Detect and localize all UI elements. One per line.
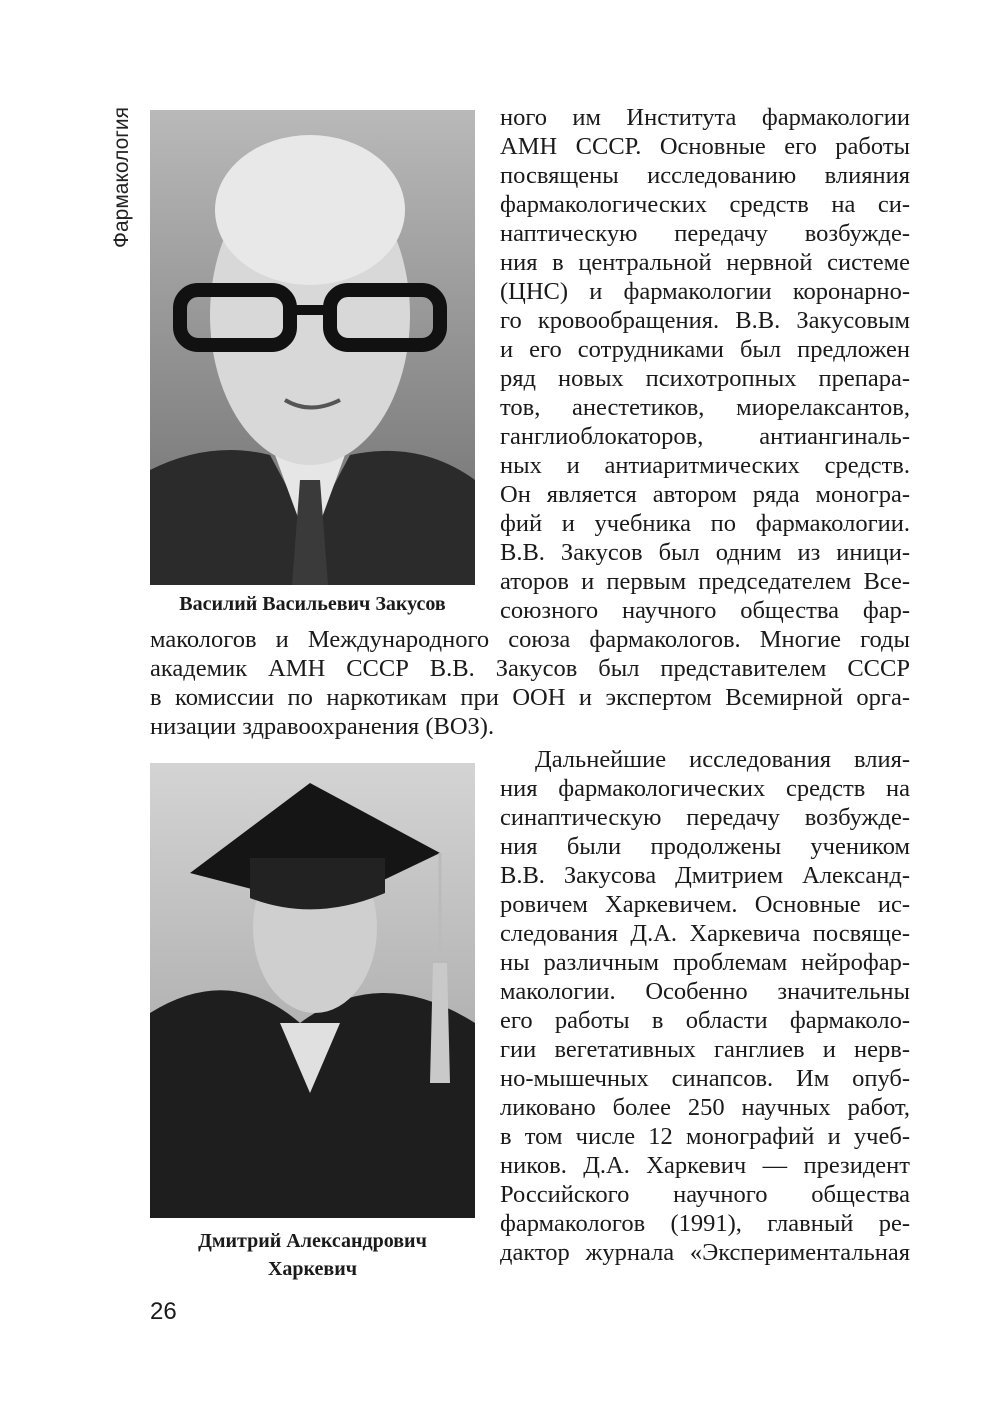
text-line: В.В. Закусов был одним из иници- [500,539,910,566]
portrait-photo-icon [150,110,475,585]
photo-caption-line: Харкевич [267,1258,358,1280]
text-line: наптическую передачу возбужде- [500,220,910,247]
portrait-photo-kharkevich [150,763,475,1218]
text-line: в том числе 12 монографий и учеб- [500,1123,910,1150]
text-line: ния фармакологических средств на [500,775,910,802]
text-line: союзного научного общества фар- [500,597,910,624]
text-line: ных и антиаритмических средств. [500,452,910,479]
text-line: ряд новых психотропных препара- [500,365,910,392]
text-line: ликовано более 250 научных работ, [500,1094,910,1121]
text-line: Дальнейшие исследования влия- [535,746,910,773]
text-line: и его сотрудниками был предложен [500,336,910,363]
text-line: го кровообращения. В.В. Закусовым [500,307,910,334]
text-line: гии вегетативных ганглиев и нерв- [500,1036,910,1063]
text-line: низации здравоохранения (ВОЗ). [150,713,495,740]
text-line: тов, анестетиков, миорелаксантов, [500,394,910,421]
text-line: ганглиоблокаторов, антиангиналь- [500,423,910,450]
text-line: В.В. Закусова Дмитрием Александ- [500,862,910,889]
text-line: аторов и первым председателем Все- [500,568,910,595]
photo-caption-kharkevich [150,1227,475,1283]
text-line: Российского научного общества [500,1181,910,1208]
running-head: Фармакология [110,106,133,248]
text-line: его работы в области фармаколо- [500,1007,910,1034]
text-line: ния были продолжены учеником [500,833,910,860]
text-line: фий и учебника по фармакологии. [500,510,910,537]
page-number: 26 [150,1298,177,1325]
photo-caption-zakusov: Василий Васильевич Закусов [179,593,446,615]
text-line: следования Д.А. Харкевича посвяще- [500,920,910,947]
text-line: но-мышечных синапсов. Им опуб- [500,1065,910,1092]
photo-caption-line: Дмитрий Александрович [198,1230,427,1252]
portrait-photo-icon [150,763,475,1218]
text-line: ного им Института фармакологии [500,104,910,131]
text-line: академик АМН СССР В.В. Закусов был представителем СССР [150,655,910,682]
portrait-photo-zakusov [150,110,475,585]
text-line: ны различным проблемам нейрофар- [500,949,910,976]
text-line: макологов и Международного союза фармакологов. Многие годы [150,626,910,653]
text-line: дактор журнала «Экспериментальная [500,1239,910,1266]
text-line: фармакологических средств на си- [500,191,910,218]
text-line: синаптическую передачу возбужде- [500,804,910,831]
text-line: посвящены исследованию влияния [500,162,910,189]
text-line: ровичем Харкевичем. Основные ис- [500,891,910,918]
text-line: фармакологов (1991), главный ре- [500,1210,910,1237]
text-line: ников. Д.А. Харкевич — президент [500,1152,910,1179]
text-line: в комиссии по наркотикам при ООН и экспертом Всемирной орга- [150,684,910,711]
text-line: макологии. Особенно значительны [500,978,910,1005]
text-line: Он является автором ряда моногра- [500,481,910,508]
text-line: ния в центральной нервной системе [500,249,910,276]
text-line: АМН СССР. Основные его работы [500,133,910,160]
text-line: (ЦНС) и фармакологии коронарно- [500,278,910,305]
